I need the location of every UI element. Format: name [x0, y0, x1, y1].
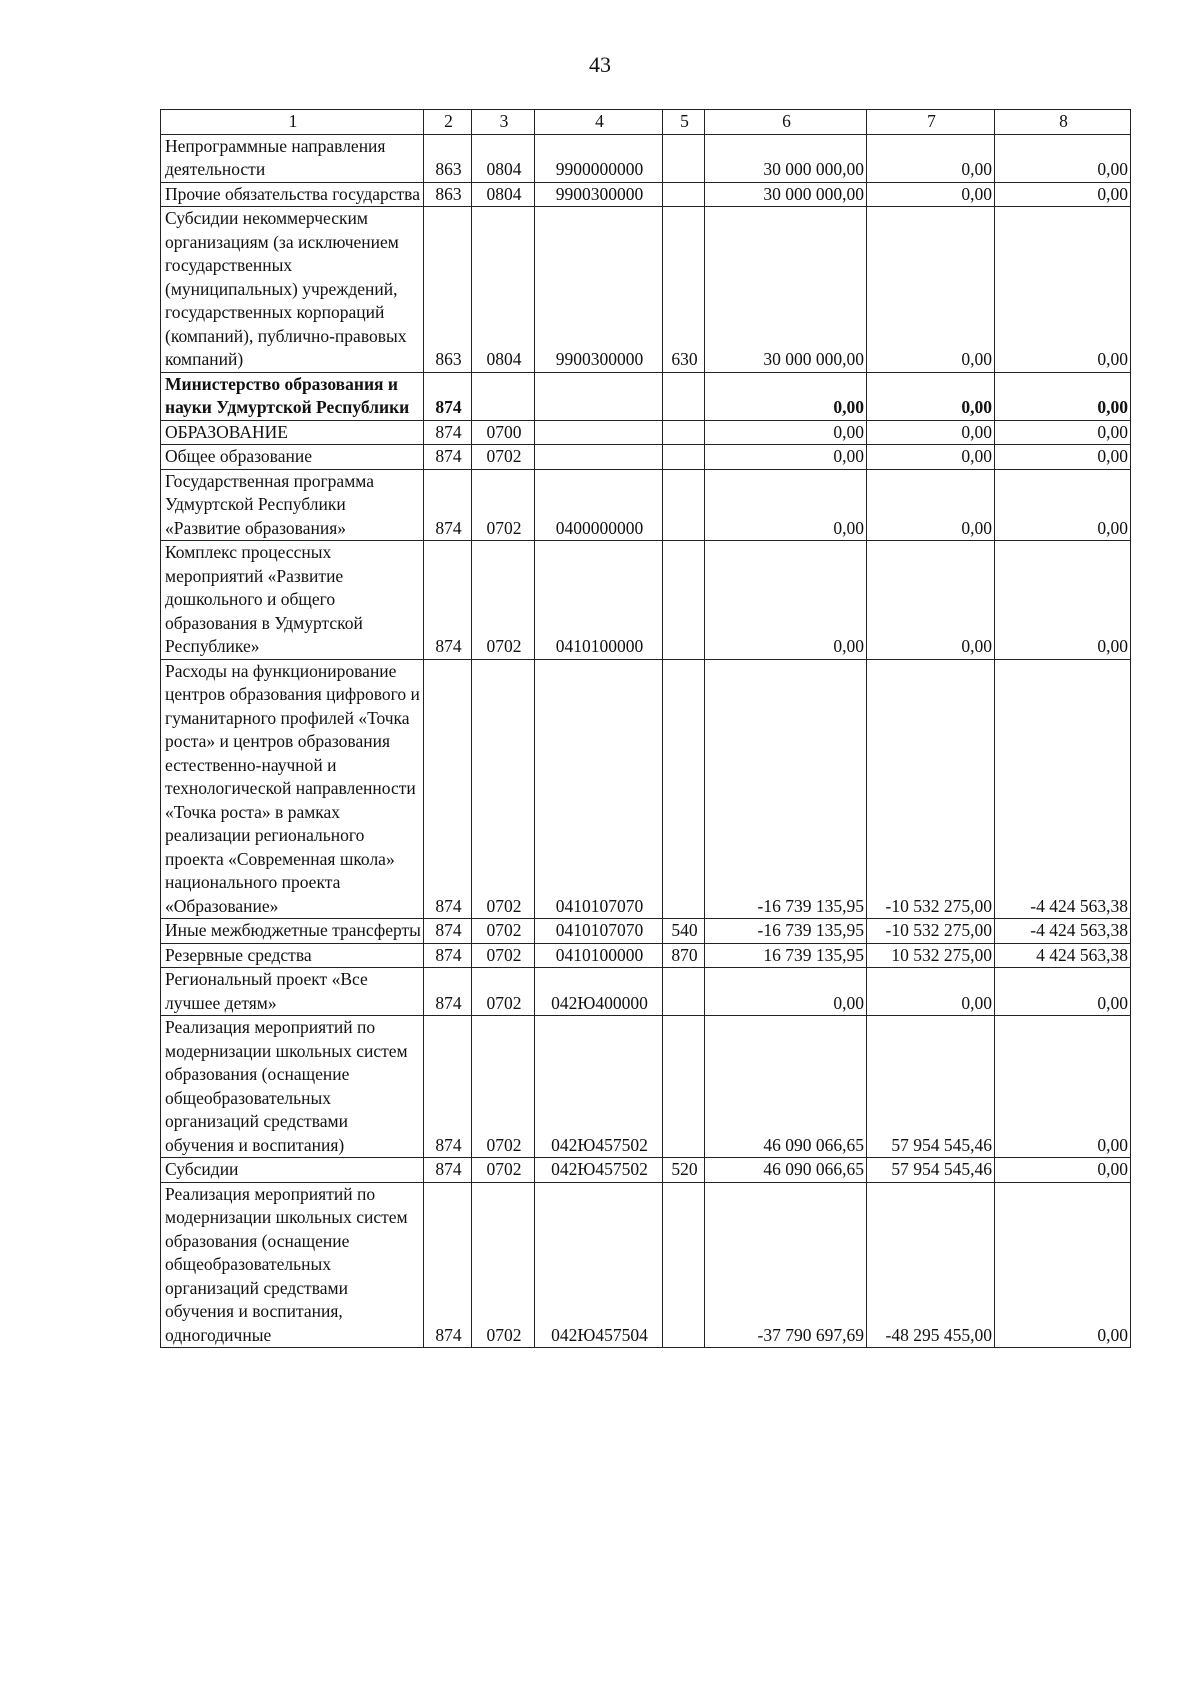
- amount-year3-cell: 0,00: [995, 182, 1131, 207]
- column-header: 4: [535, 110, 663, 135]
- section-code-cell: 0804: [472, 207, 535, 373]
- target-article-cell: 042Ю457502: [535, 1016, 663, 1158]
- amount-year1-cell: 0,00: [705, 968, 867, 1016]
- amount-year2-cell: 57 954 545,46: [867, 1158, 995, 1183]
- target-article-cell: [535, 372, 663, 420]
- table-row: [161, 372, 1131, 420]
- section-code-cell: [472, 372, 535, 420]
- ministry-code-cell: 874: [424, 1016, 472, 1158]
- table-row: [161, 541, 1131, 660]
- row-name-cell: Резервные средства: [161, 943, 424, 968]
- column-header: 2: [424, 110, 472, 135]
- section-code-cell: 0702: [472, 659, 535, 919]
- amount-year1-cell: 30 000 000,00: [705, 207, 867, 373]
- target-article-cell: [535, 420, 663, 445]
- row-name-cell: Министерство образования и науки Удмуртской Республики: [161, 372, 424, 420]
- target-article-cell: 9900000000: [535, 134, 663, 182]
- amount-year3-cell: -4 424 563,38: [995, 919, 1131, 944]
- amount-year2-cell: -10 532 275,00: [867, 659, 995, 919]
- amount-year1-cell: 0,00: [705, 445, 867, 470]
- amount-year3-cell: 0,00: [995, 207, 1131, 373]
- section-code-cell: 0702: [472, 1016, 535, 1158]
- ministry-code-cell: 874: [424, 943, 472, 968]
- amount-year3-cell: 0,00: [995, 541, 1131, 660]
- expense-type-cell: [663, 372, 705, 420]
- amount-year3-cell: 0,00: [995, 968, 1131, 1016]
- target-article-cell: 0410107070: [535, 659, 663, 919]
- column-header: 5: [663, 110, 705, 135]
- amount-year2-cell: 0,00: [867, 134, 995, 182]
- amount-year2-cell: 10 532 275,00: [867, 943, 995, 968]
- expense-type-cell: [663, 445, 705, 470]
- expense-type-cell: [663, 1016, 705, 1158]
- target-article-cell: 0410107070: [535, 919, 663, 944]
- table-header-row: [161, 110, 1131, 135]
- amount-year1-cell: -16 739 135,95: [705, 919, 867, 944]
- section-code-cell: 0804: [472, 134, 535, 182]
- amount-year1-cell: 0,00: [705, 541, 867, 660]
- amount-year3-cell: -4 424 563,38: [995, 659, 1131, 919]
- amount-year3-cell: 0,00: [995, 1158, 1131, 1183]
- ministry-code-cell: 874: [424, 469, 472, 541]
- row-name-cell: Государственная программа Удмуртской Республики «Развитие образования»: [161, 469, 424, 541]
- row-name-cell: Субсидии некоммерческим организациям (за исключением государственных (муниципальных) учреждений, государственных корпораций (компаний), публично-правовых компаний): [161, 207, 424, 373]
- expense-type-cell: [663, 968, 705, 1016]
- ministry-code-cell: 874: [424, 659, 472, 919]
- budget-table: [160, 109, 1131, 1348]
- target-article-cell: 042Ю457502: [535, 1158, 663, 1183]
- expense-type-cell: 540: [663, 919, 705, 944]
- row-name-cell: Реализация мероприятий по модернизации школьных систем образования (оснащение общеобразовательных организаций средствами обучения и воспитания): [161, 1016, 424, 1158]
- target-article-cell: 0400000000: [535, 469, 663, 541]
- row-name-cell: Общее образование: [161, 445, 424, 470]
- expense-type-cell: [663, 541, 705, 660]
- amount-year2-cell: 0,00: [867, 372, 995, 420]
- page-number: 43: [589, 52, 611, 77]
- amount-year2-cell: 0,00: [867, 968, 995, 1016]
- amount-year1-cell: 16 739 135,95: [705, 943, 867, 968]
- target-article-cell: 0410100000: [535, 541, 663, 660]
- amount-year3-cell: 0,00: [995, 469, 1131, 541]
- ministry-code-cell: 863: [424, 134, 472, 182]
- column-header: 3: [472, 110, 535, 135]
- amount-year1-cell: 30 000 000,00: [705, 182, 867, 207]
- table-row: [161, 968, 1131, 1016]
- column-header: 6: [705, 110, 867, 135]
- amount-year2-cell: -10 532 275,00: [867, 919, 995, 944]
- expense-type-cell: [663, 1182, 705, 1348]
- amount-year2-cell: 0,00: [867, 182, 995, 207]
- ministry-code-cell: 874: [424, 445, 472, 470]
- table-row: [161, 182, 1131, 207]
- section-code-cell: 0702: [472, 445, 535, 470]
- target-article-cell: 0410100000: [535, 943, 663, 968]
- amount-year3-cell: 0,00: [995, 134, 1131, 182]
- amount-year3-cell: 4 424 563,38: [995, 943, 1131, 968]
- ministry-code-cell: 874: [424, 372, 472, 420]
- row-name-cell: Расходы на функционирование центров образования цифрового и гуманитарного профилей «Точка роста» и центров образования естественно-научной и технологической направленности «Точка роста» в рамках реализации регионального проекта «Современная школа» национального проекта «Образование»: [161, 659, 424, 919]
- ministry-code-cell: 874: [424, 420, 472, 445]
- expense-type-cell: [663, 469, 705, 541]
- table-row: [161, 134, 1131, 182]
- target-article-cell: 042Ю457504: [535, 1182, 663, 1348]
- row-name-cell: Комплекс процессных мероприятий «Развитие дошкольного и общего образования в Удмуртской Республике»: [161, 541, 424, 660]
- section-code-cell: 0804: [472, 182, 535, 207]
- ministry-code-cell: 874: [424, 1182, 472, 1348]
- table-row: [161, 919, 1131, 944]
- expense-type-cell: 870: [663, 943, 705, 968]
- amount-year1-cell: 46 090 066,65: [705, 1016, 867, 1158]
- amount-year2-cell: 0,00: [867, 541, 995, 660]
- section-code-cell: 0702: [472, 968, 535, 1016]
- amount-year1-cell: 46 090 066,65: [705, 1158, 867, 1183]
- table-row: [161, 445, 1131, 470]
- ministry-code-cell: 874: [424, 1158, 472, 1183]
- amount-year2-cell: 0,00: [867, 420, 995, 445]
- section-code-cell: 0702: [472, 469, 535, 541]
- amount-year1-cell: 0,00: [705, 420, 867, 445]
- table-row: [161, 1016, 1131, 1158]
- amount-year3-cell: 0,00: [995, 420, 1131, 445]
- row-name-cell: Иные межбюджетные трансферты: [161, 919, 424, 944]
- column-header: 8: [995, 110, 1131, 135]
- section-code-cell: 0702: [472, 541, 535, 660]
- row-name-cell: Непрограммные направления деятельности: [161, 134, 424, 182]
- expense-type-cell: [663, 182, 705, 207]
- table-row: [161, 420, 1131, 445]
- table-row: [161, 207, 1131, 373]
- amount-year2-cell: 57 954 545,46: [867, 1016, 995, 1158]
- expense-type-cell: [663, 659, 705, 919]
- amount-year1-cell: 0,00: [705, 469, 867, 541]
- table-row: [161, 1182, 1131, 1348]
- ministry-code-cell: 863: [424, 207, 472, 373]
- amount-year2-cell: 0,00: [867, 207, 995, 373]
- row-name-cell: Субсидии: [161, 1158, 424, 1183]
- expense-type-cell: [663, 420, 705, 445]
- table-body: [161, 134, 1131, 1348]
- row-name-cell: Реализация мероприятий по модернизации школьных систем образования (оснащение общеобразовательных организаций средствами обучения и воспитания, одногодичные: [161, 1182, 424, 1348]
- amount-year3-cell: 0,00: [995, 1016, 1131, 1158]
- ministry-code-cell: 874: [424, 541, 472, 660]
- amount-year1-cell: 0,00: [705, 372, 867, 420]
- amount-year2-cell: 0,00: [867, 469, 995, 541]
- section-code-cell: 0700: [472, 420, 535, 445]
- target-article-cell: 9900300000: [535, 207, 663, 373]
- amount-year3-cell: 0,00: [995, 372, 1131, 420]
- section-code-cell: 0702: [472, 943, 535, 968]
- table-row: [161, 659, 1131, 919]
- section-code-cell: 0702: [472, 919, 535, 944]
- target-article-cell: [535, 445, 663, 470]
- table-row: [161, 1158, 1131, 1183]
- amount-year1-cell: -37 790 697,69: [705, 1182, 867, 1348]
- amount-year2-cell: -48 295 455,00: [867, 1182, 995, 1348]
- column-header: 1: [161, 110, 424, 135]
- expense-type-cell: [663, 134, 705, 182]
- target-article-cell: 042Ю400000: [535, 968, 663, 1016]
- table-row: [161, 943, 1131, 968]
- column-header: 7: [867, 110, 995, 135]
- ministry-code-cell: 874: [424, 968, 472, 1016]
- amount-year3-cell: 0,00: [995, 1182, 1131, 1348]
- section-code-cell: 0702: [472, 1158, 535, 1183]
- amount-year1-cell: 30 000 000,00: [705, 134, 867, 182]
- target-article-cell: 9900300000: [535, 182, 663, 207]
- row-name-cell: Региональный проект «Все лучшее детям»: [161, 968, 424, 1016]
- ministry-code-cell: 874: [424, 919, 472, 944]
- amount-year1-cell: -16 739 135,95: [705, 659, 867, 919]
- table-row: [161, 469, 1131, 541]
- expense-type-cell: 520: [663, 1158, 705, 1183]
- section-code-cell: 0702: [472, 1182, 535, 1348]
- expense-type-cell: 630: [663, 207, 705, 373]
- amount-year2-cell: 0,00: [867, 445, 995, 470]
- amount-year3-cell: 0,00: [995, 445, 1131, 470]
- row-name-cell: Прочие обязательства государства: [161, 182, 424, 207]
- ministry-code-cell: 863: [424, 182, 472, 207]
- row-name-cell: ОБРАЗОВАНИЕ: [161, 420, 424, 445]
